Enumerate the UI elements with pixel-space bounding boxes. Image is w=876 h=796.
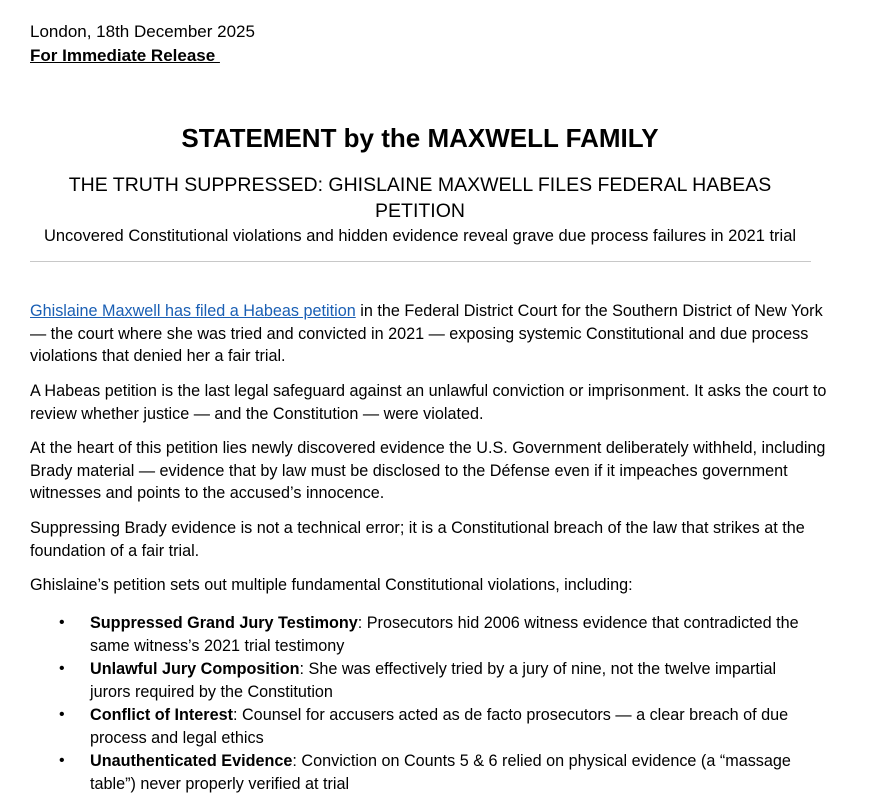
paragraph-violations-intro: Ghislaine’s petition sets out multiple fundamental Constitutional violations, including: (30, 576, 633, 594)
list-item (30, 750, 820, 795)
violations-list (30, 612, 820, 796)
violation-text: : Conviction on Counts 5 & 6 relied on physical evidence (a “massage table”) never properly verified at trial (90, 752, 791, 793)
list-item (30, 658, 820, 703)
violation-heading: Suppressed Grand Jury Testimony (90, 614, 358, 632)
violation-heading: Unlawful Jury Composition (90, 660, 300, 678)
violation-text: : Counsel for accusers acted as de facto prosecutors — a clear breach of due process and legal ethics (90, 706, 789, 747)
dateline: London, 18th December 2025 (30, 22, 255, 41)
list-item (30, 612, 820, 657)
statement-title: STATEMENT by the MAXWELL FAMILY (181, 123, 659, 153)
bullet-icon: • (59, 614, 65, 631)
release-label: For Immediate Release (30, 46, 220, 65)
paragraph-brady-breach: Suppressing Brady evidence is not a technical error; it is a Constitutional breach of the law that strikes at the foundation of a fair trial. (30, 519, 805, 560)
bullet-icon: • (59, 660, 65, 677)
paragraph-brady-evidence: At the heart of this petition lies newly discovered evidence the U.S. Government deliberately withheld, including Brady material — evidence that by law must be disclosed to the Défense even if it impeaches government witnesses and points to the accused’s innocence. (30, 439, 826, 502)
statement-tagline: Uncovered Constitutional violations and hidden evidence reveal grave due process failures in 2021 trial (43, 227, 797, 245)
violation-text: : Prosecutors hid 2006 witness evidence that contradicted the same witness’s 2021 trial testimony (90, 614, 799, 655)
paragraph-habeas-definition: A Habeas petition is the last legal safeguard against an unlawful conviction or imprisonment. It asks the court to review whether justice — and the Constitution — were violated. (30, 382, 827, 423)
divider (30, 261, 811, 262)
habeas-petition-link[interactable]: Ghislaine Maxwell has filed a Habeas petition (30, 302, 356, 320)
bullet-icon: • (59, 706, 65, 723)
paragraph-text: in the Federal District Court for the Southern District of New York — the court where she was tried and convicted in 2021 — exposing systemic Constitutional and due process violations that denied her a fair trial. (30, 302, 823, 365)
violation-heading: Unauthenticated Evidence (90, 752, 293, 770)
violation-text: : She was effectively tried by a jury of nine, not the twelve impartial jurors required by the Constitution (90, 660, 777, 701)
paragraph-petition-filed (30, 300, 830, 368)
violation-heading: Conflict of Interest (90, 706, 233, 724)
list-item (30, 704, 820, 749)
bullet-icon: • (59, 752, 65, 769)
statement-subtitle: THE TRUTH SUPPRESSED: GHISLAINE MAXWELL FILES FEDERAL HABEAS PETITION (68, 174, 772, 222)
